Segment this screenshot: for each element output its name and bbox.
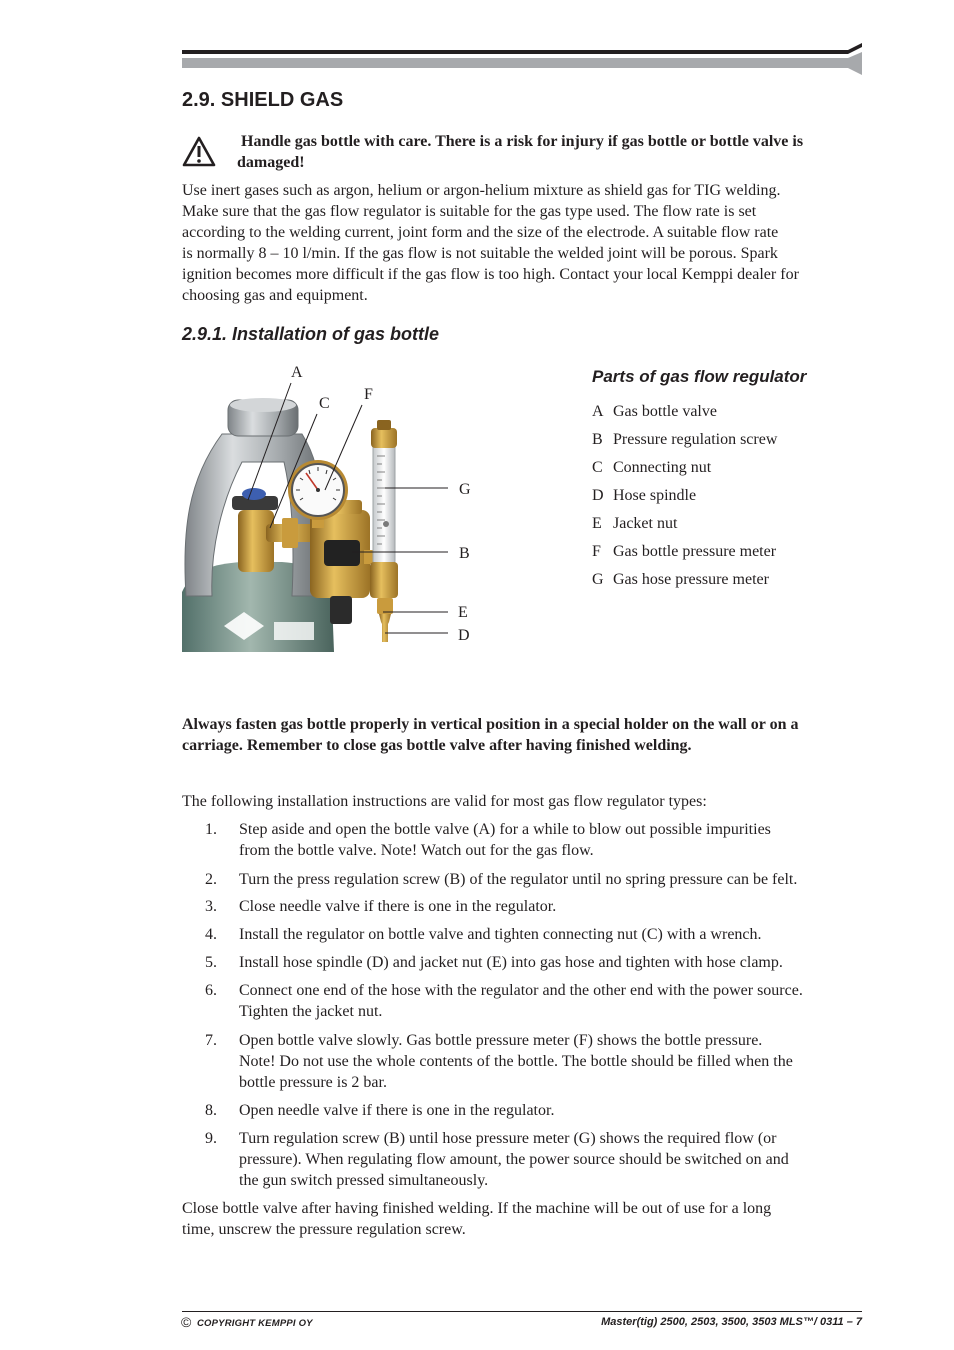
step-number: 2.: [205, 871, 217, 888]
step-item: [190, 1100, 862, 1121]
parts-item-name: Gas hose pressure meter: [613, 571, 769, 588]
callout-label-e: E: [458, 604, 468, 621]
step-line: bottle pressure is 2 bar.: [239, 1074, 387, 1091]
step-number: 1.: [205, 821, 217, 838]
step-number: 8.: [205, 1102, 217, 1119]
copyright-symbol: ©: [181, 1314, 192, 1330]
parts-item-letter: C: [592, 459, 603, 476]
step-line: Install hose spindle (D) and jacket nut (E) into gas hose and tighten with hose clamp.: [239, 954, 783, 971]
step-number: 3.: [205, 898, 217, 915]
parts-item: [592, 569, 769, 590]
parts-item: [592, 457, 711, 478]
step-number: 4.: [205, 926, 217, 943]
warning-text: [237, 131, 803, 173]
step-line: Tighten the jacket nut.: [239, 1003, 383, 1020]
flowmeter-top-cap: [371, 428, 397, 448]
step-text: [239, 952, 783, 973]
model-page-number: Master(tig) 2500, 2503, 3500, 3503 MLS™/ 0311 – 7: [601, 1316, 862, 1328]
regulator-bottom-nut: [330, 596, 352, 624]
safety-notice: [182, 714, 798, 756]
closing-line: time, unscrew the pressure regulation screw.: [182, 1221, 466, 1238]
parts-item: [592, 485, 696, 506]
header-black-rule: [182, 50, 848, 54]
step-item: [190, 1030, 862, 1091]
step-item: [190, 924, 862, 945]
parts-item-name: Gas bottle pressure meter: [613, 543, 777, 560]
gauge-pivot: [316, 488, 320, 492]
intro-line: choosing gas and equipment.: [182, 287, 368, 304]
parts-item-name: Gas bottle valve: [613, 403, 717, 420]
closing-line: Close bottle valve after having finished welding. If the machine will be out of use for a long: [182, 1200, 772, 1217]
copyright-text: COPYRIGHT KEMPPI OY: [197, 1318, 313, 1329]
parts-item-letter: B: [592, 431, 603, 448]
step-text: [239, 924, 762, 945]
callout-label-c: C: [319, 395, 330, 412]
warning-line: damaged!: [237, 154, 305, 171]
lead-line: The following installation instructions are valid for most gas flow regulator types:: [182, 793, 707, 810]
callout-label-f: F: [364, 386, 373, 403]
instructions-lead: [182, 791, 707, 812]
step-item: [190, 980, 862, 1020]
step-line: Note! Do not use the whole contents of the bottle. The bottle should be filled when the: [239, 1053, 793, 1070]
footer-rule: [182, 1311, 862, 1312]
parts-item-letter: D: [592, 487, 604, 504]
header-gray-band: [182, 58, 848, 68]
intro-line: Use inert gases such as argon, helium or argon-helium mixture as shield gas for TIG welding.: [182, 182, 781, 199]
notice-line: Always fasten gas bottle properly in vertical position in a special holder on the wall or on a: [182, 716, 799, 733]
parts-item-letter: E: [592, 515, 602, 532]
section-title: 2.9. SHIELD GAS: [182, 89, 344, 111]
step-item: [190, 1128, 862, 1189]
parts-title: Parts of gas flow regulator: [592, 367, 807, 386]
connecting-nut: [282, 518, 298, 548]
header-bar: [180, 40, 870, 80]
parts-item-letter: G: [592, 571, 604, 588]
step-number: 5.: [205, 954, 217, 971]
step-line: Install the regulator on bottle valve and tighten connecting nut (C) with a wrench.: [239, 926, 762, 943]
step-text: [239, 1030, 793, 1093]
intro-line: according to the welding current, joint form and the size of the electrode. A suitable flow rate: [182, 224, 779, 241]
intro-line: is normally 8 – 10 l/min. If the gas flow is not suitable the welded joint will be porous. Spark: [182, 245, 778, 262]
hose-spindle: [379, 614, 391, 642]
parts-item-name: Hose spindle: [613, 487, 697, 504]
parts-item-letter: F: [592, 543, 601, 560]
callout-label-b: B: [459, 545, 470, 562]
header-gray-band-end: [848, 52, 862, 75]
step-line: pressure). When regulating flow amount, the power source should be switched on and: [239, 1151, 789, 1168]
flowmeter-base: [370, 562, 398, 598]
step-item: [190, 952, 862, 973]
step-line: Step aside and open the bottle valve (A) for a while to blow out possible impurities: [239, 821, 771, 838]
parts-item-letter: A: [592, 403, 604, 420]
step-item: [190, 869, 862, 890]
step-line: the gun switch pressed simultaneously.: [239, 1172, 489, 1189]
parts-item: [592, 513, 677, 534]
pressure-regulation-screw: [324, 540, 360, 566]
cylinder-label-band: [274, 622, 314, 640]
step-text: [239, 1128, 789, 1191]
parts-item: [592, 541, 776, 562]
warning-line: Handle gas bottle with care. There is a risk for injury if gas bottle or bottle valve is: [241, 133, 804, 150]
closing-paragraph: [182, 1198, 771, 1240]
subsection-title: 2.9.1. Installation of gas bottle: [182, 324, 440, 344]
step-line: Turn regulation screw (B) until hose pressure meter (G) shows the required flow (or: [239, 1130, 777, 1147]
intro-paragraph: [182, 180, 799, 306]
header-black-rule-end: [848, 43, 862, 54]
notice-line: carriage. Remember to close gas bottle valve after having finished welding.: [182, 737, 692, 754]
flowmeter-top-knob: [377, 420, 391, 430]
parts-item-name: Jacket nut: [613, 515, 678, 532]
intro-line: ignition becomes more difficult if the gas flow is too high. Contact your local Kemppi dealer for: [182, 266, 799, 283]
callout-label-d: D: [458, 627, 470, 644]
step-text: [239, 980, 803, 1022]
step-line: Connect one end of the hose with the regulator and the other end with the power source.: [239, 982, 803, 999]
warning-triangle-icon: [182, 136, 216, 167]
intro-line: Make sure that the gas flow regulator is suitable for the gas type used. The flow rate is set: [182, 203, 757, 220]
flowmeter-float: [383, 521, 389, 527]
step-text: [239, 819, 771, 861]
valve-guard-cap-top: [230, 398, 296, 412]
parts-item: [592, 401, 717, 422]
gas-bottle-figure: [182, 360, 482, 655]
step-line: Open bottle valve slowly. Gas bottle pressure meter (F) shows the bottle pressure.: [239, 1032, 763, 1049]
step-line: Open needle valve if there is one in the regulator.: [239, 1102, 555, 1119]
step-number: 9.: [205, 1130, 217, 1147]
parts-item-name: Pressure regulation screw: [613, 431, 778, 448]
step-text: [239, 896, 556, 917]
step-line: Close needle valve if there is one in the regulator.: [239, 898, 557, 915]
step-line: Turn the press regulation screw (B) of the regulator until no spring pressure can be felt.: [239, 871, 798, 888]
step-item: [190, 819, 862, 859]
step-text: [239, 869, 797, 890]
step-number: 6.: [205, 982, 217, 999]
callout-label-g: G: [459, 481, 471, 498]
step-number: 7.: [205, 1032, 217, 1049]
callout-label-a: A: [291, 364, 303, 381]
step-line: from the bottle valve. Note! Watch out for the gas flow.: [239, 842, 594, 859]
step-item: [190, 896, 862, 917]
step-text: [239, 1100, 554, 1121]
valve-knob: [242, 488, 266, 500]
parts-item-name: Connecting nut: [613, 459, 712, 476]
parts-item: [592, 429, 777, 450]
